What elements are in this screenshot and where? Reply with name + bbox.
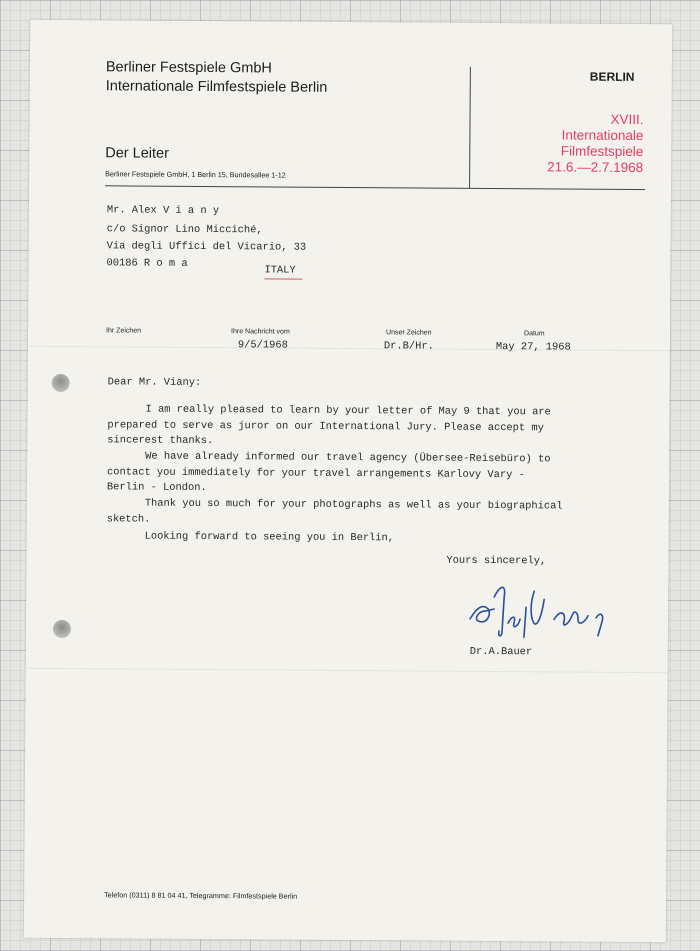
recipient-street: Via degli Uffici del Vicario, 33 bbox=[106, 240, 307, 254]
festival-name-line2: Filmfestspiele bbox=[560, 143, 644, 160]
letter-sheet bbox=[24, 20, 672, 942]
footer-contact: Telefon (0311) 8 81 04 41, Telegramme: Filmfestspiele Berlin bbox=[104, 890, 298, 901]
body-line: I am really pleased to learn by your letter of May 9 that you are bbox=[145, 403, 551, 419]
body-line: Berlin - London. bbox=[106, 481, 207, 495]
label-your-message: Ihre Nachricht vom bbox=[231, 328, 290, 336]
return-address: Berliner Festspiele GmbH, 1 Berlin 15, Bundesallee 1-12 bbox=[105, 169, 286, 180]
letterhead-city: BERLIN bbox=[589, 69, 635, 84]
festival-dates: 21.6.—2.7.1968 bbox=[547, 159, 644, 176]
org-name-line2: Internationale Filmfestspiele Berlin bbox=[105, 78, 328, 96]
label-your-reference: Ihr Zeichen bbox=[106, 327, 142, 335]
label-date: Datum bbox=[524, 330, 545, 338]
festival-name-line1: Internationale bbox=[561, 127, 644, 144]
department-title: Der Leiter bbox=[105, 145, 170, 162]
country-underline bbox=[264, 278, 302, 279]
body-line: sincerest thanks. bbox=[107, 434, 214, 448]
label-our-reference: Unser Zeichen bbox=[386, 329, 432, 337]
body-line: prepared to serve as juror on our International Jury. Please accept my bbox=[107, 419, 544, 435]
recipient-city: 00186 R o m a bbox=[106, 257, 188, 270]
your-message-date: 9/5/1968 bbox=[237, 339, 288, 352]
fold-line bbox=[28, 346, 670, 351]
our-reference: Dr.B/Hr. bbox=[383, 340, 434, 353]
body-line: contact you immediately for your travel arrangements Karlovy Vary - bbox=[107, 466, 525, 482]
recipient-country: ITALY bbox=[264, 264, 296, 277]
punch-hole bbox=[53, 620, 71, 638]
header-divider bbox=[469, 67, 471, 188]
recipient-care-of: c/o Signor Lino Micciché, bbox=[106, 223, 263, 237]
fold-line bbox=[26, 668, 668, 673]
signature-icon bbox=[468, 573, 618, 644]
recipient-name: Mr. Alex V i a n y bbox=[106, 204, 220, 218]
letter-date: May 27, 1968 bbox=[495, 341, 571, 354]
header-rule bbox=[105, 185, 645, 190]
body-line: sketch. bbox=[106, 513, 151, 526]
festival-edition: XVIII. bbox=[610, 111, 644, 128]
body-line: Thank you so much for your photographs as well as your biographical bbox=[144, 497, 563, 513]
body-line: We have already informed our travel agency (Übersee-Reisebüro) to bbox=[145, 450, 551, 466]
body-line: Looking forward to seeing you in Berlin, bbox=[144, 530, 395, 545]
punch-hole bbox=[52, 374, 70, 392]
salutation: Dear Mr. Viany: bbox=[107, 376, 202, 389]
signer-name: Dr.A.Bauer bbox=[469, 645, 533, 659]
org-name-line1: Berliner Festspiele GmbH bbox=[105, 59, 272, 77]
closing: Yours sincerely, bbox=[446, 554, 547, 568]
